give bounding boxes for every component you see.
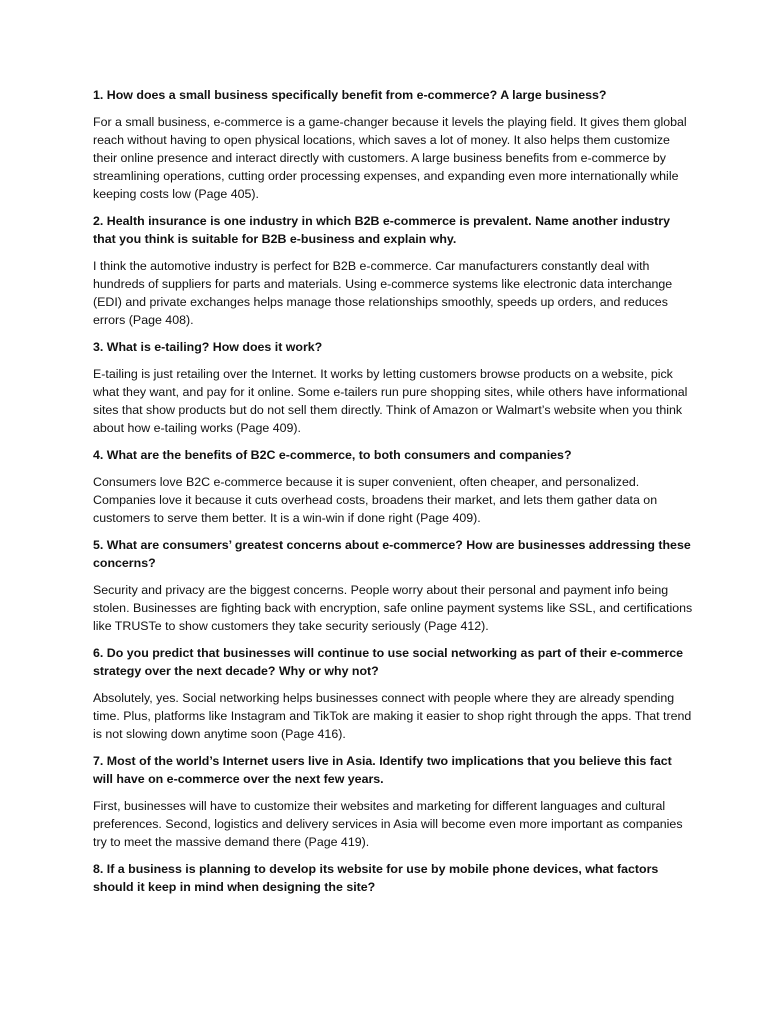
answer-5: Security and privacy are the biggest concerns. People worry about their personal and payment info being stolen. Businesses are fighting back with encryption, safe online payment systems like SSL, and certifications like TRUSTe to show customers they take security seriously (Page 412). xyxy=(93,583,693,633)
question-1: 1. How does a small business specifically benefit from e-commerce? A large business? xyxy=(93,88,607,102)
qa-block-6 xyxy=(93,644,693,743)
qa-block-3 xyxy=(93,338,693,437)
answer-2: I think the automotive industry is perfect for B2B e-commerce. Car manufacturers constantly deal with hundreds of suppliers for parts and materials. Using e-commerce systems like electronic data interchange (EDI) and private exchanges helps manage those relationships smoothly, speeds up orders, and reduces errors (Page 408). xyxy=(93,259,673,327)
answer-3: E-tailing is just retailing over the Internet. It works by letting customers browse products on a website, pick what they want, and pay for it online. Some e-tailers run pure shopping sites, while others have informational sites that show products but do not sell them directly. Think of Amazon or Walmart’s website when you think about how e-tailing works (Page 409). xyxy=(93,367,688,435)
qa-block-1 xyxy=(93,86,693,203)
qa-block-7 xyxy=(93,752,693,851)
question-4: 4. What are the benefits of B2C e-commerce, to both consumers and companies? xyxy=(93,448,572,462)
qa-block-8 xyxy=(93,860,693,896)
qa-block-2 xyxy=(93,212,693,329)
qa-block-5 xyxy=(93,536,693,635)
document-page xyxy=(93,86,693,905)
answer-6: Absolutely, yes. Social networking helps businesses connect with people where they are already spending time. Plus, platforms like Instagram and TikTok are making it easier to shop right through the apps. That trend is not slowing down anytime soon (Page 416). xyxy=(93,691,692,741)
question-3: 3. What is e-tailing? How does it work? xyxy=(93,340,323,354)
question-8: 8. If a business is planning to develop its website for use by mobile phone devices, what factors should it keep in mind when designing the site? xyxy=(93,862,659,894)
answer-1: For a small business, e-commerce is a game-changer because it levels the playing field. It gives them global reach without having to open physical locations, which saves a lot of money. It also helps them customize their online presence and interact directly with customers. A large business benefits from e-commerce by streamlining operations, cutting order processing expenses, and expanding even more internationally while keeping costs low (Page 405). xyxy=(93,115,687,201)
question-5: 5. What are consumers’ greatest concerns about e-commerce? How are businesses addressing these concerns? xyxy=(93,538,691,570)
question-6: 6. Do you predict that businesses will continue to use social networking as part of their e-commerce strategy over the next decade? Why or why not? xyxy=(93,646,684,678)
question-2: 2. Health insurance is one industry in which B2B e-commerce is prevalent. Name another industry that you think is suitable for B2B e-business and explain why. xyxy=(93,214,671,246)
question-7: 7. Most of the world’s Internet users live in Asia. Identify two implications that you believe this fact will have on e-commerce over the next few years. xyxy=(93,754,672,786)
qa-block-4 xyxy=(93,446,693,527)
answer-4: Consumers love B2C e-commerce because it is super convenient, often cheaper, and personalized. Companies love it because it cuts overhead costs, broadens their market, and lets them gather data on customers to serve them better. It is a win-win if done right (Page 409). xyxy=(93,475,658,525)
answer-7: First, businesses will have to customize their websites and marketing for different languages and cultural preferences. Second, logistics and delivery services in Asia will become even more important as companies try to meet the massive demand there (Page 419). xyxy=(93,799,683,849)
